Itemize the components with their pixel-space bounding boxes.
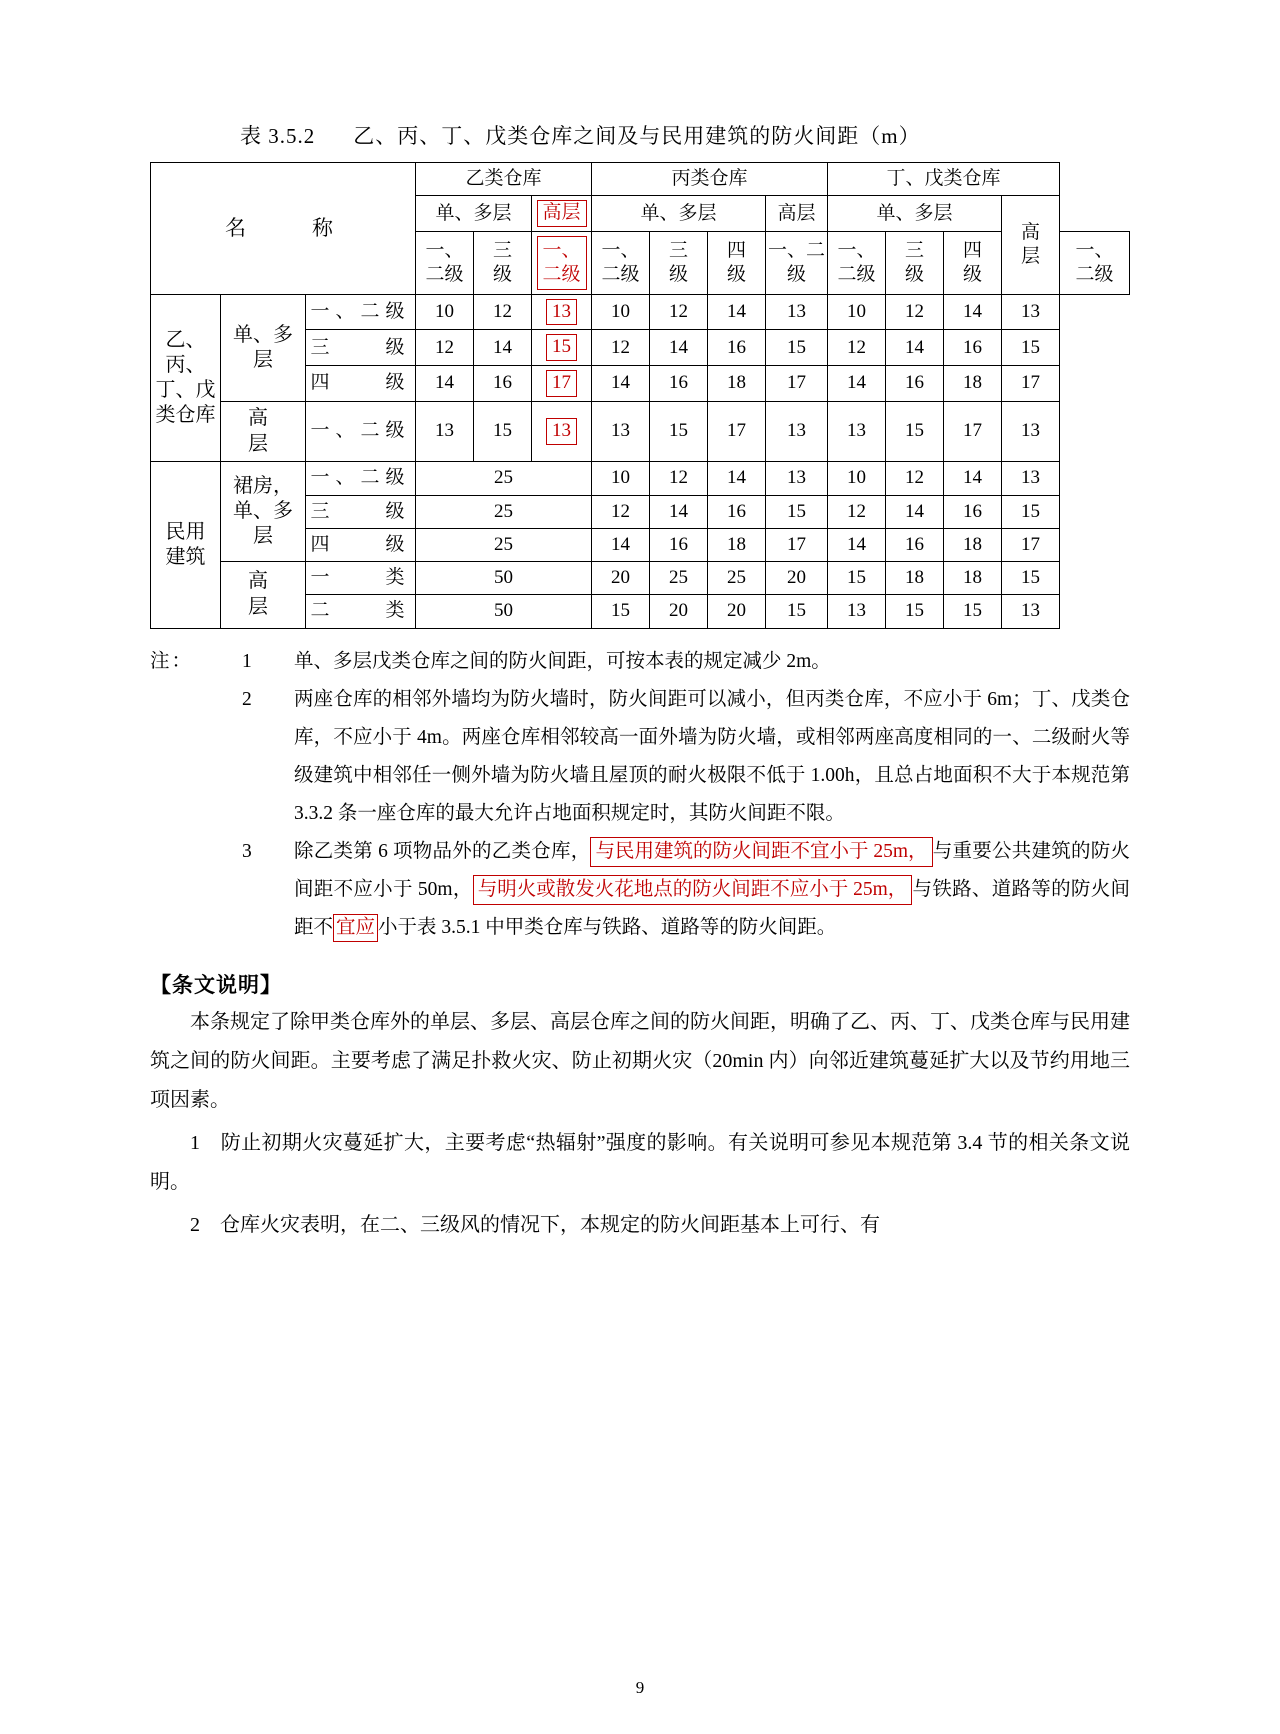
- cell-value: 16: [708, 330, 766, 366]
- cell-value: 12: [592, 330, 650, 366]
- cell-value-highlight: 13: [532, 294, 592, 330]
- rowgroup-warehouse: 乙、丙、 丁、戊 类仓库: [151, 294, 221, 462]
- cell-value: 17: [944, 402, 1002, 462]
- subgroup-podium-single-multi: 裙房， 单、多 层: [221, 462, 306, 562]
- cell-value: 18: [708, 366, 766, 402]
- cell-value: 12: [886, 294, 944, 330]
- header-grade-9: 三 级: [886, 232, 944, 295]
- fire-separation-distance-table: [150, 162, 1130, 629]
- row-grade: 三 级: [306, 495, 416, 528]
- header-grade-10: 四 级: [944, 232, 1002, 295]
- note-item-1: [150, 643, 1130, 681]
- cell-value-merged: 25: [416, 528, 592, 561]
- cell-value: 17: [1002, 528, 1060, 561]
- cell-value: 14: [650, 495, 708, 528]
- header-name-cell: 名 称: [151, 163, 416, 295]
- row-grade: 一、二级: [306, 402, 416, 462]
- header-sub-bing-high: 高层: [766, 196, 828, 232]
- cell-value: 16: [650, 366, 708, 402]
- cell-value: 15: [766, 495, 828, 528]
- header-grade-1: 一、 二级: [416, 232, 474, 295]
- row-grade: 四 级: [306, 528, 416, 561]
- cell-value: 17: [1002, 366, 1060, 402]
- cell-value: 14: [592, 528, 650, 561]
- cell-value: 20: [708, 595, 766, 628]
- cell-value: 13: [828, 595, 886, 628]
- cell-value: 15: [944, 595, 1002, 628]
- cell-value: 10: [592, 462, 650, 495]
- cell-value: 14: [944, 462, 1002, 495]
- cell-value: 17: [766, 366, 828, 402]
- cell-value: 12: [592, 495, 650, 528]
- cell-value: 16: [708, 495, 766, 528]
- cell-value: 17: [766, 528, 828, 561]
- table-row: [151, 562, 1130, 595]
- cell-value: 16: [944, 495, 1002, 528]
- cell-value: 14: [886, 495, 944, 528]
- header-grade-6: 四 级: [708, 232, 766, 295]
- cell-value: 25: [708, 562, 766, 595]
- cell-value: 12: [474, 294, 532, 330]
- note3-highlight-3: 宜应: [333, 914, 378, 942]
- table-title-number: 表 3.5.2: [240, 124, 316, 148]
- header-grade-4: 一、 二级: [592, 232, 650, 295]
- note3-part4: 小于表 3.5.1 中甲类仓库与铁路、道路等的防火间距。: [378, 916, 837, 938]
- header-grade-7: 一、二 级: [766, 232, 828, 295]
- cell-value: 15: [1002, 562, 1060, 595]
- cell-value: 20: [766, 562, 828, 595]
- header-sub-dingwu-high: 高 层: [1002, 196, 1060, 294]
- header-grade-2: 三 级: [474, 232, 532, 295]
- header-sub-bing-low: 单、多层: [592, 196, 766, 232]
- note-text: 单、多层戊类仓库之间的防火间距，可按本表的规定减少 2m。: [294, 650, 831, 672]
- row-grade: 三 级: [306, 330, 416, 366]
- cell-value: 15: [592, 595, 650, 628]
- cell-value: 15: [766, 330, 828, 366]
- cell-value: 12: [828, 330, 886, 366]
- cell-value: 14: [886, 330, 944, 366]
- header-group-yi: 乙类仓库: [416, 163, 592, 196]
- subgroup-high-2: 高 层: [221, 562, 306, 629]
- cell-value-highlight: 15: [532, 330, 592, 366]
- cell-value: 15: [650, 402, 708, 462]
- cell-value: 14: [708, 294, 766, 330]
- cell-value: 14: [650, 330, 708, 366]
- cell-value: 14: [474, 330, 532, 366]
- cell-value: 14: [828, 366, 886, 402]
- cell-value-merged: 25: [416, 495, 592, 528]
- cell-value: 15: [1002, 330, 1060, 366]
- explanation-paragraph-2: 1 防止初期火灾蔓延扩大，主要考虑“热辐射”强度的影响。有关说明可参见本规范第 3.4 节的相关条文说明。: [150, 1131, 1130, 1193]
- cell-value: 14: [944, 294, 1002, 330]
- table-title-text: 乙、丙、丁、戊类仓库之间及与民用建筑的防火间距（m）: [353, 124, 921, 148]
- header-sub-yi-high: [532, 196, 592, 232]
- cell-value: 10: [828, 294, 886, 330]
- cell-value: 25: [650, 562, 708, 595]
- cell-value: 15: [474, 402, 532, 462]
- header-group-ding-wu: 丁、戊类仓库: [828, 163, 1060, 196]
- note-text-3: [294, 833, 1130, 947]
- cell-value-merged: 25: [416, 462, 592, 495]
- page-number: 9: [635, 1678, 645, 1697]
- header-group-bing: 丙类仓库: [592, 163, 828, 196]
- header-grade-3: 一、 二级: [532, 232, 592, 295]
- cell-value-highlight: 13: [532, 402, 592, 462]
- note3-highlight-2: 与明火或散发火花地点的防火间距不应小于 25m，: [473, 875, 913, 905]
- table-notes: [150, 643, 1130, 947]
- cell-value: 13: [592, 402, 650, 462]
- note3-part2: 与重要公共建筑的防火间距不应小于 50m，: [294, 840, 1130, 900]
- cell-value: 10: [416, 294, 474, 330]
- cell-value: 13: [1002, 595, 1060, 628]
- cell-value: 13: [1002, 462, 1060, 495]
- cell-value-highlight: 17: [532, 366, 592, 402]
- cell-value: 13: [1002, 402, 1060, 462]
- cell-value: 16: [886, 528, 944, 561]
- cell-value: 12: [650, 294, 708, 330]
- cell-value: 13: [1002, 294, 1060, 330]
- cell-value: 16: [650, 528, 708, 561]
- subgroup-high-1: 高 层: [221, 402, 306, 462]
- cell-value: 10: [592, 294, 650, 330]
- row-grade: 一 类: [306, 562, 416, 595]
- cell-value: 16: [886, 366, 944, 402]
- header-grade-11: 一、 二级: [1060, 232, 1130, 295]
- cell-value: 18: [944, 562, 1002, 595]
- cell-value: 13: [766, 462, 828, 495]
- table-title: [240, 120, 1130, 150]
- cell-value: 10: [828, 462, 886, 495]
- table-row: [151, 462, 1130, 495]
- cell-value: 12: [886, 462, 944, 495]
- cell-value: 14: [416, 366, 474, 402]
- row-grade: 四 级: [306, 366, 416, 402]
- explanation-paragraph-1: 本条规定了除甲类仓库外的单层、多层、高层仓库之间的防火间距，明确了乙、丙、丁、戊类仓库与民用建筑之间的防火间距。主要考虑了满足扑救火灾、防止初期火灾（20min 内）向邻近建筑蔓延扩大以及节约用地三项因素。: [150, 1010, 1130, 1111]
- cell-value: 14: [708, 462, 766, 495]
- note-item-2: [150, 681, 1130, 833]
- cell-value: 15: [886, 402, 944, 462]
- cell-value: 16: [944, 330, 1002, 366]
- note-number: 1: [242, 650, 252, 672]
- cell-value: 20: [650, 595, 708, 628]
- cell-value: 15: [828, 562, 886, 595]
- cell-value: 15: [766, 595, 828, 628]
- cell-value: 12: [650, 462, 708, 495]
- cell-value: 13: [828, 402, 886, 462]
- header-sub-yi-high-text: 高层: [537, 200, 587, 227]
- row-grade: 一、二级: [306, 294, 416, 330]
- row-grade: 二 类: [306, 595, 416, 628]
- cell-value: 14: [592, 366, 650, 402]
- cell-value-merged: 50: [416, 562, 592, 595]
- cell-value: 15: [886, 595, 944, 628]
- table-header-groups: [151, 163, 1130, 196]
- explanation-heading: 【条文说明】: [150, 972, 282, 997]
- cell-value: 12: [416, 330, 474, 366]
- header-sub-dingwu-low: 单、多层: [828, 196, 1002, 232]
- cell-value: 12: [828, 495, 886, 528]
- notes-label: 注：: [150, 650, 194, 672]
- cell-value: 18: [886, 562, 944, 595]
- note-number: 3: [242, 840, 252, 862]
- note3-highlight-1: 与民用建筑的防火间距不宜小于 25m，: [590, 837, 932, 867]
- cell-value: 13: [766, 294, 828, 330]
- cell-value: 20: [592, 562, 650, 595]
- table-row: [151, 294, 1130, 330]
- cell-value-merged: 50: [416, 595, 592, 628]
- cell-value: 16: [474, 366, 532, 402]
- cell-value: 13: [416, 402, 474, 462]
- table-row: [151, 402, 1130, 462]
- explanation-paragraph-3: 2 仓库火灾表明，在二、三级风的情况下，本规定的防火间距基本上可行、有: [190, 1213, 880, 1236]
- rowgroup-civil-building: 民用 建筑: [151, 462, 221, 629]
- cell-value: 18: [944, 528, 1002, 561]
- cell-value: 18: [944, 366, 1002, 402]
- cell-value: 14: [828, 528, 886, 561]
- note-item-3: [150, 833, 1130, 947]
- cell-value: 17: [708, 402, 766, 462]
- header-grade-5: 三 级: [650, 232, 708, 295]
- row-grade: 一、二级: [306, 462, 416, 495]
- note3-part1: 除乙类第 6 项物品外的乙类仓库，: [294, 840, 591, 862]
- note3-part3: 与铁路、道路等的防火间距不: [294, 878, 1130, 938]
- subgroup-single-multi-1: 单、多 层: [221, 294, 306, 401]
- cell-value: 13: [766, 402, 828, 462]
- cell-value: 18: [708, 528, 766, 561]
- note-text: 两座仓库的相邻外墙均为防火墙时，防火间距可以减小，但丙类仓库，不应小于 6m；丁、戊类仓库，不应小于 4m。两座仓库相邻较高一面外墙为防火墙，或相邻两座高度相同的一、二级耐火等级建筑中相邻任一侧外墙为防火墙且屋顶的耐火极限不低于 1.00h，且总占地面积不大于本规范第 3.3.2 条一座仓库的最大允许占地面积规定时，其防火间距不限。: [294, 688, 1130, 824]
- header-sub-yi-low: 单、多层: [416, 196, 532, 232]
- note-number: 2: [242, 688, 252, 710]
- header-grade-8: 一、 二级: [828, 232, 886, 295]
- cell-value: 15: [1002, 495, 1060, 528]
